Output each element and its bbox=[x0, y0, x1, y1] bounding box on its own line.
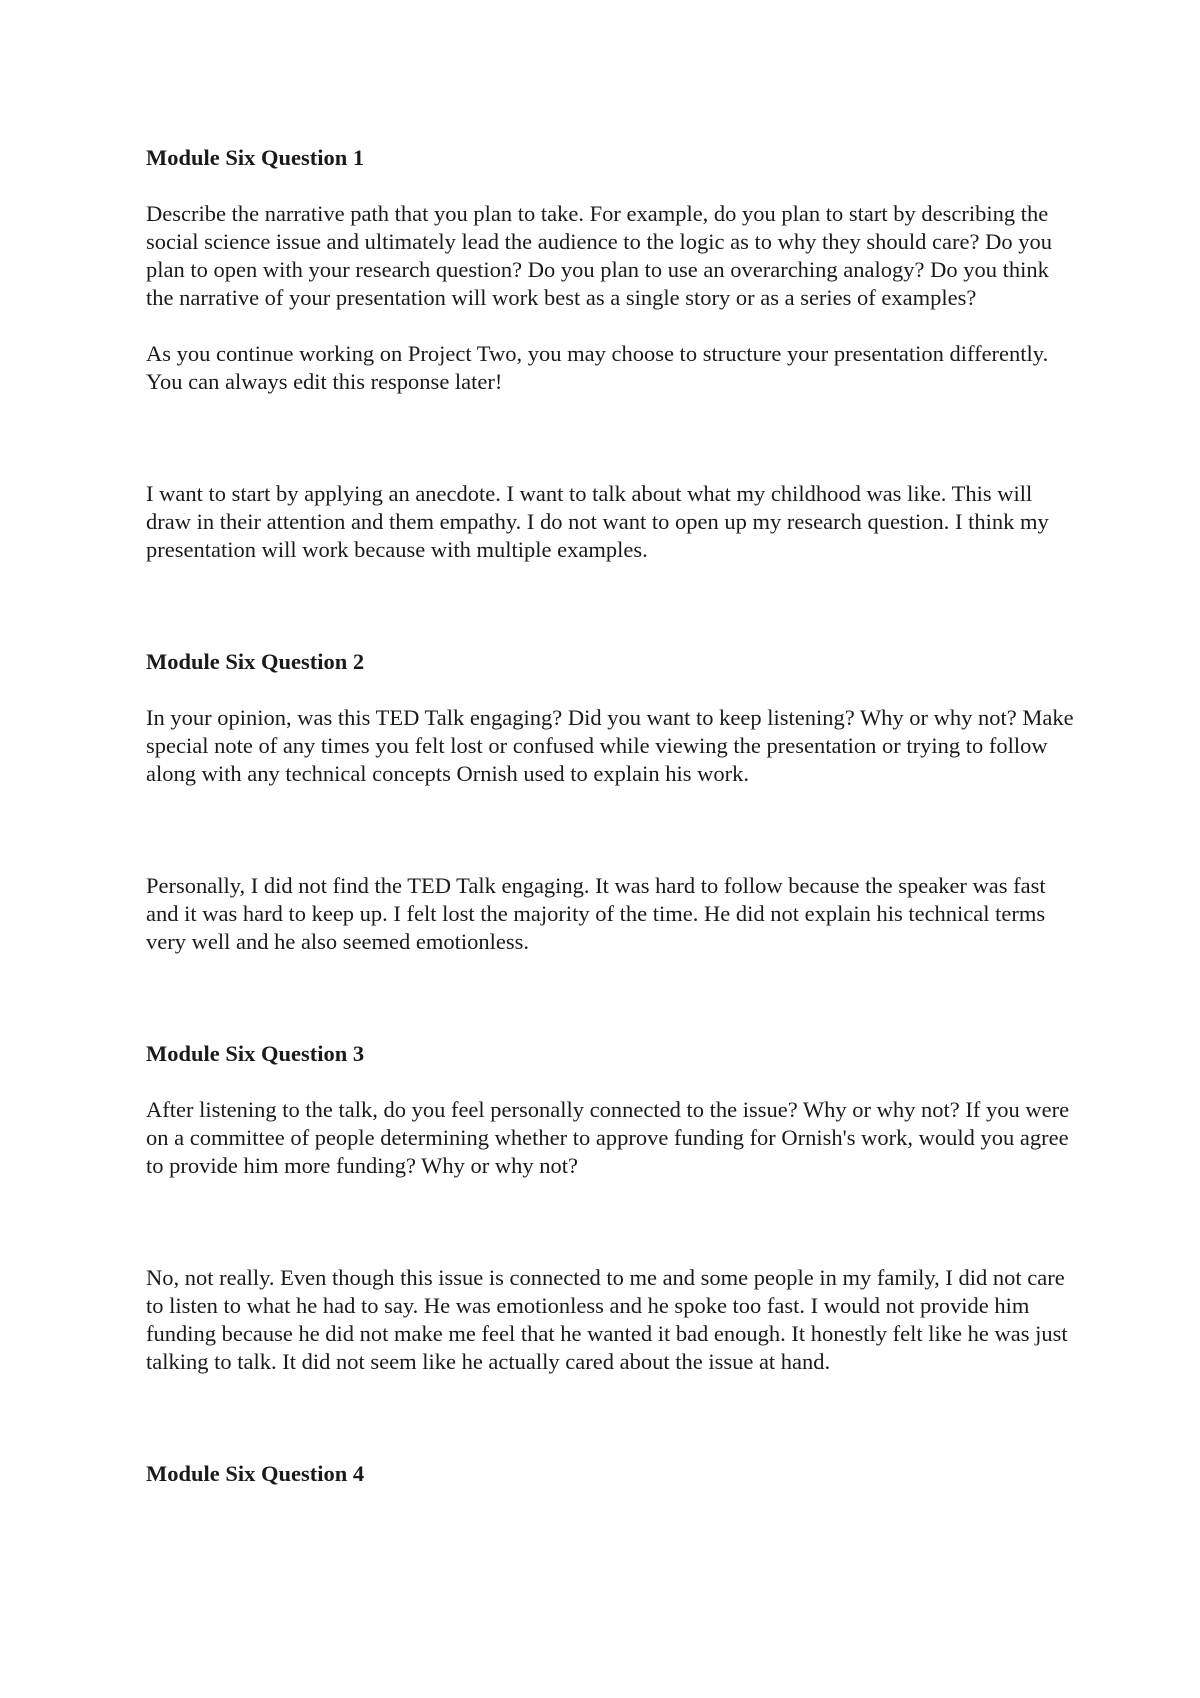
question-2-prompt: In your opinion, was this TED Talk engaging? Did you want to keep listening? Why or why not? Make special note of any times you felt lost or confused while viewing the presentation or trying to follow along with any technical concepts Ornish used to explain his work. bbox=[146, 705, 1074, 786]
document-page bbox=[146, 144, 1076, 1488]
question-1-answer: I want to start by applying an anecdote. I want to talk about what my childhood was like. This will draw in their attention and them empathy. I do not want to open up my research question. I think my presentation will work because with multiple examples. bbox=[146, 481, 1049, 562]
question-4-heading: Module Six Question 4 bbox=[146, 1461, 365, 1486]
question-2-heading: Module Six Question 2 bbox=[146, 649, 365, 674]
question-3-prompt: After listening to the talk, do you feel personally connected to the issue? Why or why not? If you were on a committee of people determining whether to approve funding for Ornish's work, would you agree to provide him more funding? Why or why not? bbox=[146, 1097, 1070, 1178]
question-1-heading: Module Six Question 1 bbox=[146, 145, 365, 170]
question-2-answer: Personally, I did not find the TED Talk engaging. It was hard to follow because the speaker was fast and it was hard to keep up. I felt lost the majority of the time. He did not explain his technical terms very well and he also seemed emotionless. bbox=[146, 873, 1046, 954]
question-1-prompt: Describe the narrative path that you plan to take. For example, do you plan to start by describing the social science issue and ultimately lead the audience to the logic as to why they should care? Do you plan to open with your research question? Do you plan to use an overarching analogy? Do you think the narrative of your presentation will work best as a single story or as a series of examples? bbox=[146, 201, 1052, 310]
question-1-note: As you continue working on Project Two, you may choose to structure your presentation differently. You can always edit this response later! bbox=[146, 341, 1049, 394]
question-3-heading: Module Six Question 3 bbox=[146, 1041, 365, 1066]
question-3-answer: No, not really. Even though this issue is connected to me and some people in my family, I did not care to listen to what he had to say. He was emotionless and he spoke too fast. I would not provide him funding because he did not make me feel that he wanted it bad enough. It honestly felt like he was just talking to talk. It did not seem like he actually cared about the issue at hand. bbox=[146, 1265, 1068, 1374]
